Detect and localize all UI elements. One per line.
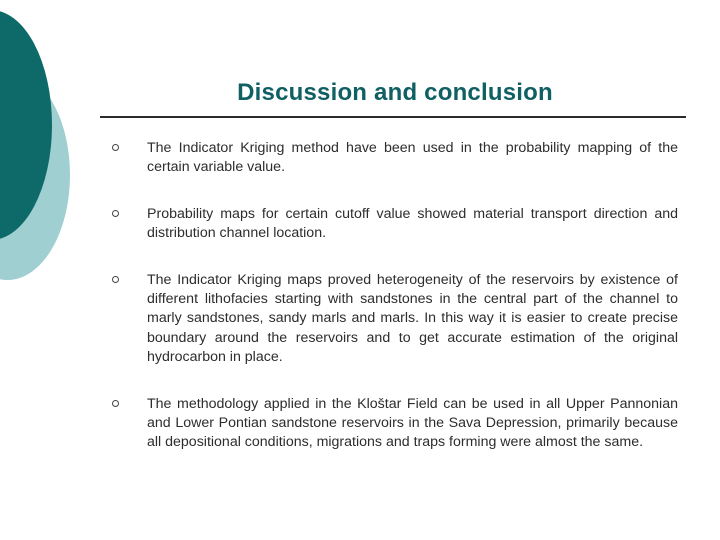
bullet-item (112, 395, 678, 453)
bullet-circle-icon (112, 210, 119, 217)
slide-title: Discussion and conclusion (237, 79, 553, 106)
bullet-item (112, 139, 678, 178)
bullet-circle-icon (112, 400, 119, 407)
title-underline (100, 116, 686, 118)
bullet-text: The Indicator Kriging method have been used in the probability mapping of the certain variable value. (147, 140, 678, 176)
bullet-text: The Indicator Kriging maps proved heterogeneity of the reservoirs by existence of different lithofacies starting with sandstones in the central part of the channel to marly sandstones, sandy marls and marls. In this way it is easier to create precise boundary around the reservoirs and to get accurate estimation of the original hydrocarbon in place. (147, 271, 678, 366)
bullet-circle-icon (112, 276, 119, 283)
bullet-item (112, 205, 678, 244)
bullet-item (112, 271, 678, 368)
bullet-circle-icon (112, 144, 119, 151)
bullet-text: Probability maps for certain cutoff value showed material transport direction and distribution channel location. (147, 205, 678, 242)
bullet-list (112, 139, 678, 480)
bullet-text: The methodology applied in the Kloštar Field can be used in all Upper Pannonian and Lower Pontian sandstone reservoirs in the Sava Depression, primarily because all depositional conditions, migrations and traps forming were almost the same. (147, 395, 678, 451)
